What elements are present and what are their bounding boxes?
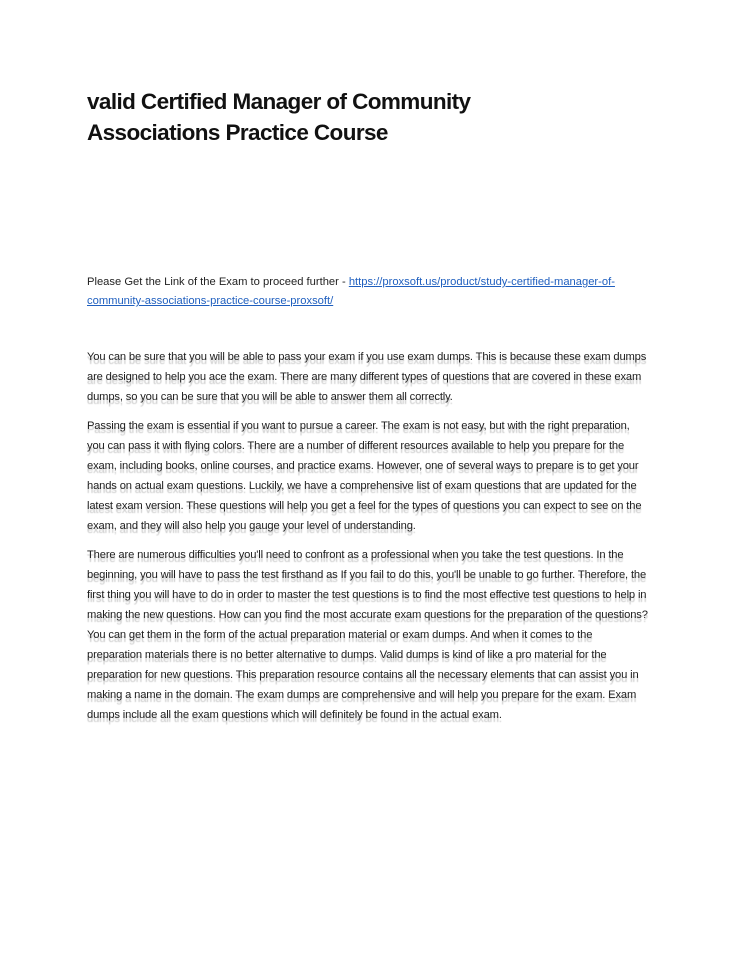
exam-link-paragraph [87,273,647,311]
exam-link[interactable]: https://proxsoft.us/product/study-certified-manager-of-community-associations-practice-course-proxsoft/ [87,276,615,307]
body-text [87,347,650,734]
intro-text: Please Get the Link of the Exam to proceed further - [87,276,349,288]
paragraph-2: Passing the exam is essential if you want to pursue a career. The exam is not easy, but with the right preparation, you can pass it with flying colors. There are a number of different resources available to help you prepare for the exam, including books, online courses, and practice exams. However, one of several ways to prepare is to get your hands on actual exam questions. Luckily, we have a comprehensive list of exam questions that are updated for the latest exam version. These questions will help you get a feel for the types of questions you can expect to see on the exam, and they will also help you gauge your level of understanding. [87,420,642,532]
paragraph-3: There are numerous difficulties you'll need to confront as a professional when you take the test questions. In the beginning, you will have to pass the test firsthand as If you fail to do this, you'll be unable to go further. Therefore, the first thing you will have to do in order to master the test questions is to find the most effective test questions to help in making the new questions. How can you find the most accurate exam questions for the preparation of the questions? You can get them in the form of the actual preparation material or exam dumps. And when it comes to the preparation materials there is no better alternative to dumps. Valid dumps is kind of like a pro material for the preparation for new questions. This preparation resource contains all the necessary elements that can assist you in making a name in the domain. The exam dumps are comprehensive and will help you prepare for the exam. Exam dumps include all the exam questions which will definitely be found in the actual exam. [87,549,648,721]
paragraph-1: You can be sure that you will be able to pass your exam if you use exam dumps. This is because these exam dumps are designed to help you ace the exam. There are many different types of questions that are covered in these exam dumps, so you can be sure that you will be able to answer them all correctly. [87,351,647,403]
page-title: valid Certified Manager of Community Associations Practice Course [87,89,471,145]
